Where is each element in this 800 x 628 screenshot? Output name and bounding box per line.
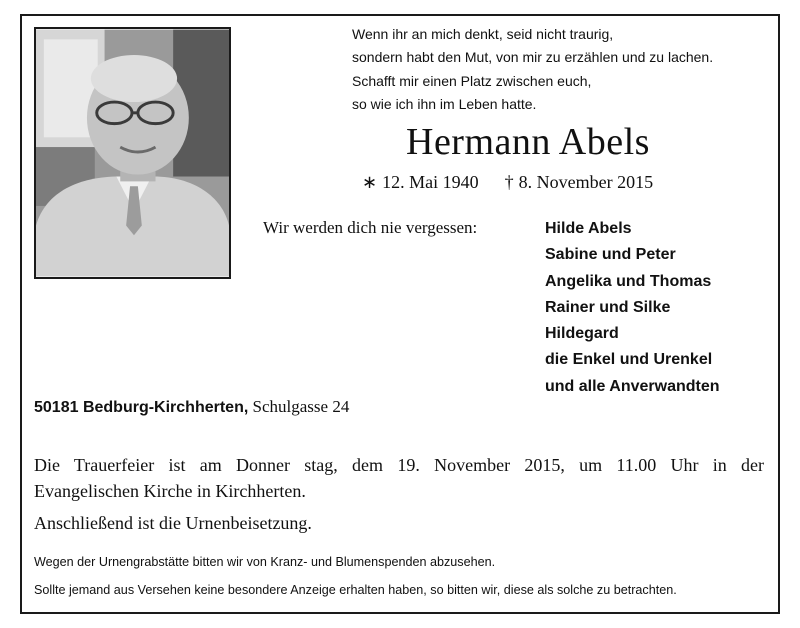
ceremony-line: Evangelischen Kirche in Kirchherten. [34,481,306,501]
mourner-name: Sabine und Peter [545,246,676,264]
death-date: 8. November 2015 [518,172,654,192]
mourner-name: Rainer und Silke [545,298,671,316]
mourner-name: Hildegard [545,325,619,343]
life-dates [362,172,653,193]
poem [352,23,772,116]
ceremony-info [34,452,764,504]
address-city: 50181 Bedburg-Kirchherten, [34,399,249,416]
mourner-name: Hilde Abels [545,220,632,237]
flowers-note: Wegen der Urnengrabstätte bitten wir von Kranz- und Blumenspenden abzusehen. [34,555,496,569]
address [34,397,349,417]
mourner-name: Angelika und Thomas [545,272,712,290]
mourner-name: und alle Anverwandten [545,377,720,395]
poem-line: Schafft mir einen Platz zwischen euch, [352,72,592,89]
address-street: Schulgasse 24 [252,397,350,416]
birth-date: 12. Mai 1940 [382,172,479,192]
poem-line: sondern habt den Mut, von mir zu erzählen und zu lachen. [352,49,714,66]
portrait-photo [34,27,231,279]
urn-burial-note: Anschließend ist die Urnenbeisetzung. [34,513,312,533]
birth-star-icon: ∗ [362,172,378,192]
announcement-note: Sollte jemand aus Versehen keine besondere Anzeige erhalten haben, so bitten wir, diese als solche zu betrachten. [34,583,677,597]
poem-line: so wie ich ihn im Leben hatte. [352,95,537,112]
mourner-name: die Enkel und Urenkel [545,351,713,369]
mourners-intro: Wir werden dich nie vergessen: [263,218,478,237]
ceremony-line: Die Trauerfeier ist am Donner stag, dem 19. November 2015, um 11.00 Uhr in der [34,455,764,475]
poem-line: Wenn ihr an mich denkt, seid nicht traurig, [352,26,614,42]
deceased-name: Hermann Abels [406,121,650,163]
death-cross-icon: † [504,172,514,192]
mourners-list [545,216,720,400]
